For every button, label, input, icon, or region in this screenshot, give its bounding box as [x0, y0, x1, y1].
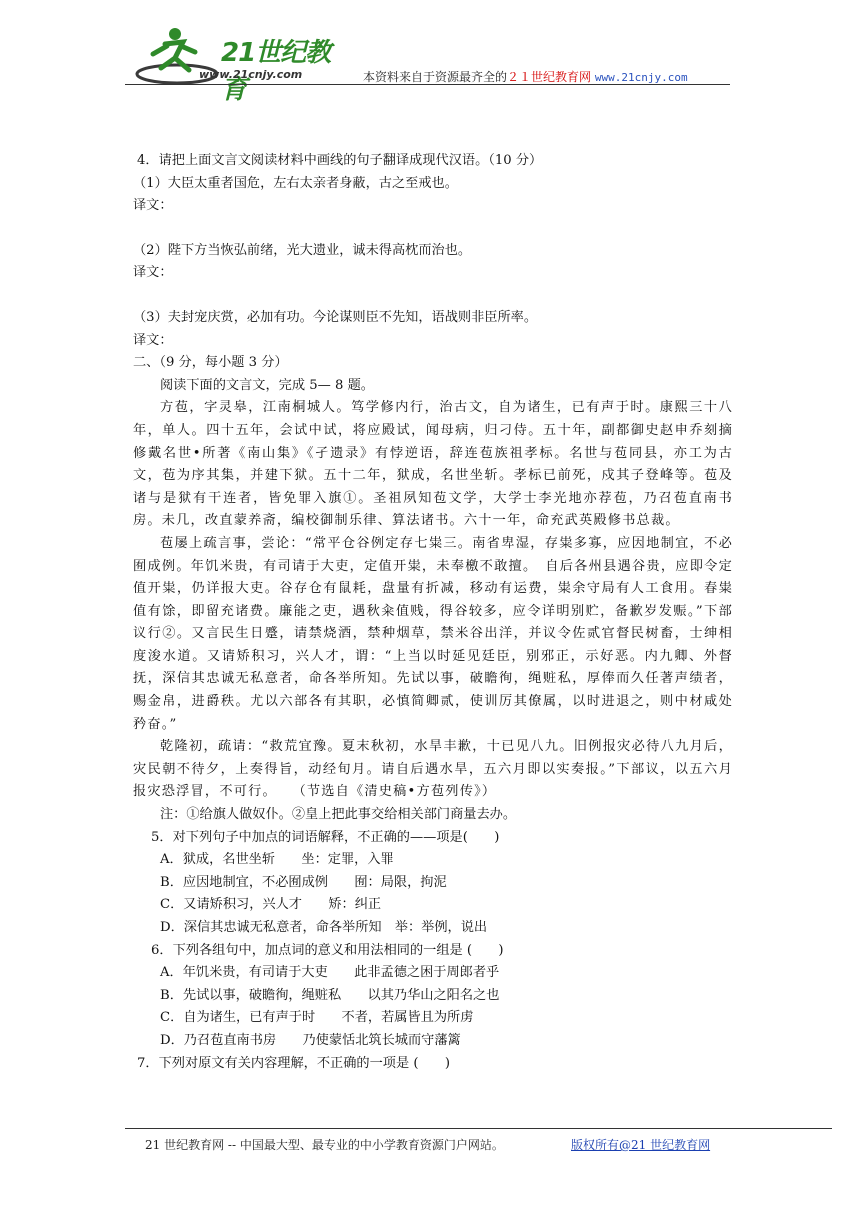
q5-option-b: B．应因地制宜，不必囿成例 囿：局限，拘泥 — [160, 874, 447, 890]
passage-paragraph-1: 方苞，字灵皋，江南桐城人。笃学修内行，治古文，自为诸生，已有声于时。康熙三十八年，单人。四十五年，会试中试，将应殿试，闻母病，归刁侍。五十年，副都御史赵申乔刻摘修戴名世•所著《南山集》《孑遗录》有悖逆语，辞连苞族祖孝标。名世与苞同县，亦工为古文，苞为序其集，并建下狱。五十二年，狱成，名世坐斩。孝标已前死，戍其子登峰等。苞及诸与是狱有干连者，皆免罪入旗①。圣祖夙知苞文学，大学士李光地亦荐苞，乃召苞直南书房。未几，改直蒙养斋，编校御制乐律、算法诸书。六十一年，命充武英殿修书总裁。 — [133, 400, 733, 529]
q4-answer-label-2: 译文： — [133, 265, 173, 281]
q6-option-d: D．乃召苞直南书房 乃使蒙恬北筑长城而守藩篱 — [160, 1032, 461, 1048]
passage-paragraph-2: 苞屡上疏言事，尝论：“常平仓谷例定存七粜三。南省卑湿，存粜多寡，应因地制宜，不必囿成例。年饥米贵，有司请于大吏，定值开粜，未奉檄不敢擅。 自后各州县遇谷贵，应即令定值开粜，仍详报大吏。谷存仓有鼠耗，盘量有折减，移动有运费，粜余守局有人工食用。春粜值有馀，即留充诸费。廉能之吏，遇秋籴值贱，得谷较多，应令详明别贮，备歉岁发赈。”下部议行②。又言民生日蹙，请禁烧酒，禁种烟草，禁米谷出洋，并议令佐贰官督民树畜，士绅相度浚水道。又请矫积习，兴人才，谓：“上当以时延见廷臣，别邪正，示好恶。内九卿、外督抚，深信其忠诚无私意者，命各举所知。先试以事，破瞻徇，绳赃私，厚俸而久任著声绩者，赐金帛，进爵秩。尤以六部各有其职，必慎简卿贰，使训厉其僚属，以时进退之，则中材咸处矜奋。” — [133, 535, 733, 732]
page-header — [125, 18, 730, 105]
q4-sentence-3: （3）夫封宠庆赏，必加有功。今论谋则臣不先知，语战则非臣所率。 — [133, 309, 538, 325]
footer-divider — [125, 1128, 832, 1129]
q4-answer-label-1: 译文： — [133, 198, 173, 214]
q4-sentence-1: （1）大臣太重者国危，左右太亲者身蔽，古之至戒也。 — [133, 175, 458, 191]
question-4-title: 4．请把上面文言文阅读材料中画线的句子翻译成现代汉语。（10 分） — [137, 153, 543, 168]
header-divider — [125, 84, 730, 85]
section-2-title: 二、（9 分，每小题 3 分） — [133, 355, 288, 371]
footer-text: 21 世纪教育网 -- 中国最大型、最专业的中小学教育资源门户网站。 — [145, 1138, 504, 1152]
q6-option-b: B．先试以事，破瞻徇，绳赃私 以其乃华山之阳名之也 — [160, 987, 500, 1003]
header-brand: ２１世纪教育网 — [507, 70, 592, 84]
document-body — [133, 150, 733, 1075]
q6-option-a: A．年饥米贵，有司请于大吏 此非孟德之困于周郎者乎 — [160, 965, 500, 981]
header-url-link[interactable]: www.21cnjy.com — [594, 71, 688, 84]
site-logo — [135, 24, 345, 105]
question-5-stem: 5．对下列句子中加点的词语解释，不正确的——项是( ) — [151, 829, 500, 845]
passage-paragraph-3: 乾隆初，疏请：“救荒宜豫。夏末秋初，水旱丰歉，十已见八九。旧例报灾必待八九月后，灾民朝不待夕，上奏得旨，动经旬月。请自后遇水旱，五六月即以实奏报。”下部议，以五六月报灾恐浮冒，不可行。 （节选自《清史稿•方苞列传》） — [133, 739, 733, 800]
header-note: 本资料来自于资源最齐全的２１世纪教育网 www.21cnjy.com — [363, 70, 688, 84]
passage-note: 注：①给旗人做奴仆。②皇上把此事交给相关部门商量去办。 — [160, 807, 517, 823]
question-6-stem: 6．下列各组句中，加点词的意义和用法相同的一组是 ( ) — [151, 942, 504, 958]
q5-option-d: D．深信其忠诚无私意者，命各举所知 举：举例，说出 — [160, 920, 488, 935]
logo-wordmark: 21世纪教育 — [221, 38, 331, 105]
page-footer — [125, 1128, 832, 1152]
copyright-link[interactable]: 版权所有@21 世纪教育网 — [571, 1138, 711, 1152]
logo-url: www.21cnjy.com — [199, 68, 303, 81]
q4-answer-label-3: 译文： — [133, 332, 173, 348]
question-7-stem: 7．下列对原文有关内容理解，不正确的一项是 ( ) — [137, 1055, 450, 1071]
section-2-instruction: 阅读下面的文言文，完成 5— 8 题。 — [160, 377, 374, 393]
q5-option-a: A．狱成，名世坐斩 坐：定罪，入罪 — [160, 852, 394, 868]
q4-sentence-2: （2）陛下方当恢弘前绪，光大遗业，诚未得高枕而治也。 — [133, 242, 472, 258]
q5-option-c: C．又请矫积习，兴人才 矫：纠正 — [160, 897, 382, 913]
q6-option-c: C．自为诸生，已有声于时 不者，若属皆且为所虏 — [160, 1010, 474, 1026]
